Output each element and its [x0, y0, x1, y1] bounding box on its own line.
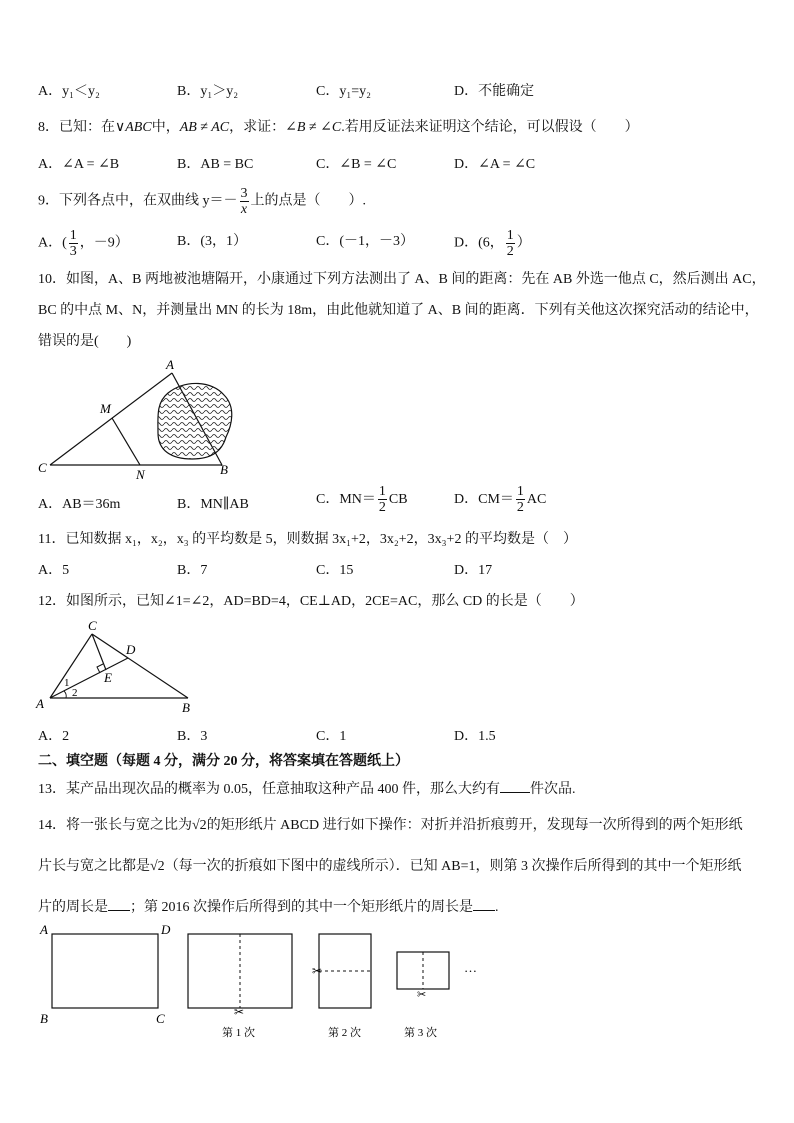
q12-angle-arc — [64, 691, 66, 698]
q9-d-pre: D．(6， — [454, 235, 504, 251]
q7-option-b: B．y₁＞y₂ — [177, 84, 239, 99]
q9-option-b: B．(3，1） — [177, 234, 247, 249]
q9-d-den: 2 — [506, 244, 514, 259]
q14-text: 片的周长是 — [38, 900, 108, 915]
q9-fraction — [240, 186, 249, 217]
scissors-icon: ✂ — [234, 1005, 245, 1019]
q10-figure — [36, 355, 246, 483]
q14-label-b: B — [40, 1011, 48, 1026]
q8-triangle: ∨ABC — [115, 120, 152, 135]
q10-line-3: 错误的是( ) — [38, 334, 132, 349]
scissors-icon: ✂ — [417, 989, 427, 1001]
q10-d-num: 1 — [516, 484, 524, 500]
q12-label-angle-1: 1 — [64, 677, 70, 689]
q14-line-1 — [38, 816, 743, 836]
q10-option-b: B．MN∥AB — [177, 497, 249, 512]
q14-text: . — [495, 900, 499, 915]
q10-d-post: AC — [526, 492, 547, 507]
q10-c-den: 2 — [378, 500, 386, 516]
q11-option-c: C．15 — [316, 563, 354, 578]
q13-stem-part: 件次品. — [530, 782, 576, 797]
q14-text: 的矩形纸片 ABCD 进行如下操作：对折并沿折痕剪开，发现每一次所得到的两个矩形纸 — [206, 818, 743, 833]
q8-goal: ∠B ≠ ∠C — [285, 120, 342, 135]
q9-stem-part: 上的点是（ ）. — [250, 193, 366, 209]
q14-label-a: A — [40, 922, 48, 937]
q9-a-num: 1 — [69, 228, 77, 243]
q12-option-b: B．3 — [177, 729, 208, 744]
q12-line-ce — [92, 634, 106, 670]
q10-c-frac — [378, 484, 387, 515]
q14-caption-1: 第 1 次 — [222, 1027, 255, 1039]
q14-answer-blank-1[interactable] — [108, 896, 130, 911]
q12-option-a: A．2 — [38, 729, 70, 744]
q10-line-mn — [112, 418, 140, 465]
q12-option-c: C．1 — [316, 729, 347, 744]
q12-label-e: E — [104, 670, 112, 685]
q8-stem-part: ，求证： — [229, 120, 286, 135]
q12-line-ac — [50, 634, 92, 698]
q9-d-frac — [506, 228, 515, 259]
q10-c-num: 1 — [378, 484, 386, 500]
q12-figure — [34, 620, 204, 716]
q8-condition: AB ≠ AC — [179, 120, 230, 135]
q7-option-d: D．不能确定 — [454, 84, 535, 99]
q11-option-a: A．5 — [38, 563, 70, 578]
q9-frac-den: x — [240, 202, 248, 217]
q9-stem — [38, 186, 366, 217]
q12-line-cb — [92, 634, 188, 698]
q13-answer-blank[interactable] — [500, 778, 530, 793]
q10-line-2: BC 的中点 M、N，并测量出 MN 的长为 18m，由此他就知道了 A、B 间的距离．下列有关他这次探究活动的结论中， — [38, 303, 759, 318]
q10-option-c — [316, 483, 408, 517]
q9-a-post: ，－9） — [79, 235, 129, 251]
q10-label-a: A — [166, 357, 174, 372]
q11-stem: 11．已知数据 x₁，x₂，x₃ 的平均数是 5，则数据 3x₁+2，3x₂+2，3x₃+2 的平均数是（ ） — [38, 532, 577, 547]
q9-d-num: 1 — [506, 228, 514, 243]
q10-label-m: M — [100, 401, 111, 416]
q12-option-d: D．1.5 — [454, 729, 496, 744]
scissors-icon: ✂ — [312, 964, 323, 978]
q12-stem: 12．如图所示，已知∠1=∠2，AD=BD=4，CE⊥AD，2CE=AC，那么 CD 的长是（ ） — [38, 594, 584, 609]
q10-label-b: B — [220, 462, 228, 477]
q13-stem-part: 13．某产品出现次品的概率为 0.05，任意抽取这种产品 400 件，那么大约有 — [38, 782, 500, 797]
q8-option-c: C．∠B = ∠C — [316, 157, 397, 172]
q11-option-d: D．17 — [454, 563, 493, 578]
q10-d-pre: D．CM＝ — [454, 492, 514, 507]
q8-stem-part: 8．已知：在 — [38, 120, 115, 135]
q7-option-c: C．y₁=y₂ — [316, 84, 371, 99]
q14-ellipsis: … — [464, 960, 477, 975]
q10-c-pre: C．MN＝ — [316, 492, 376, 507]
q10-label-n: N — [136, 467, 145, 482]
q9-stem-part: 9．下列各点中，在双曲线 y＝－ — [38, 193, 238, 209]
q8-stem — [38, 118, 639, 138]
q8-option-b: B．AB = BC — [177, 157, 254, 172]
q9-option-d — [454, 228, 531, 259]
q14-answer-blank-2[interactable] — [473, 896, 495, 911]
q12-label-angle-2: 2 — [72, 687, 78, 699]
q8-stem-part: .若用反证法来证明这个结论，可以假设（ ） — [341, 120, 639, 135]
section-2-title: 二、填空题（每题 4 分，满分 20 分，将答案填在答题纸上） — [38, 754, 409, 769]
q12-label-a: A — [36, 696, 44, 711]
q9-a-frac — [69, 228, 78, 259]
q11-option-b: B．7 — [177, 563, 208, 578]
q12-line-ad — [50, 658, 128, 698]
q8-stem-part: 中， — [151, 120, 180, 135]
q14-label-d: D — [161, 922, 171, 937]
q14-line-2 — [38, 857, 742, 877]
q7-option-a: A．y₁＜y₂ — [38, 84, 100, 99]
q10-d-frac — [516, 484, 525, 515]
q10-d-den: 2 — [516, 500, 524, 516]
q9-frac-num: 3 — [240, 186, 248, 201]
q12-label-c: C — [88, 620, 97, 633]
q9-a-den: 3 — [69, 244, 77, 259]
q14-caption-2: 第 2 次 — [328, 1027, 361, 1039]
q14-text: 14．将一张长与宽之比为 — [38, 818, 192, 833]
q10-c-post: CB — [388, 492, 408, 507]
q14-sqrt: √2 — [192, 818, 207, 833]
q14-text: 片长与宽之比都是 — [38, 859, 150, 874]
q14-label-c: C — [156, 1011, 165, 1026]
q10-line-1: 10．如图，A、B 两地被池塘隔开，小康通过下列方法测出了 A、B 间的距离：先在 AB 外选一他点 C，然后测出 AC， — [38, 272, 766, 287]
q9-d-post: ） — [516, 235, 531, 251]
q9-option-c: C．(－1，－3） — [316, 234, 414, 249]
q9-option-a — [38, 228, 129, 259]
q14-line-3 — [38, 896, 499, 918]
q10-pond — [158, 383, 232, 459]
q12-label-d: D — [126, 642, 136, 657]
q10-option-d — [454, 483, 546, 517]
q8-option-d: D．∠A = ∠C — [454, 157, 536, 172]
q14-text: ；第 2016 次操作后所得到的其中一个矩形纸片的周长是 — [130, 900, 473, 915]
q9-a-pre: A．( — [38, 235, 67, 251]
q14-text: （每一次的折痕如下图中的虚线所示）．已知 AB=1，则第 3 次操作后所得到的其中一个矩形纸 — [164, 859, 742, 874]
q14-rect-abcd — [52, 934, 158, 1008]
q10-option-a: A．AB＝36m — [38, 497, 121, 512]
q12-label-b: B — [182, 700, 190, 715]
q14-figure — [34, 920, 504, 1045]
q14-caption-3: 第 3 次 — [404, 1027, 437, 1039]
q10-label-c: C — [38, 460, 47, 475]
q8-option-a: A．∠A = ∠B — [38, 157, 120, 172]
q10-line-ca — [50, 373, 172, 465]
q14-sqrt: √2 — [150, 859, 165, 874]
q13-stem — [38, 778, 576, 800]
